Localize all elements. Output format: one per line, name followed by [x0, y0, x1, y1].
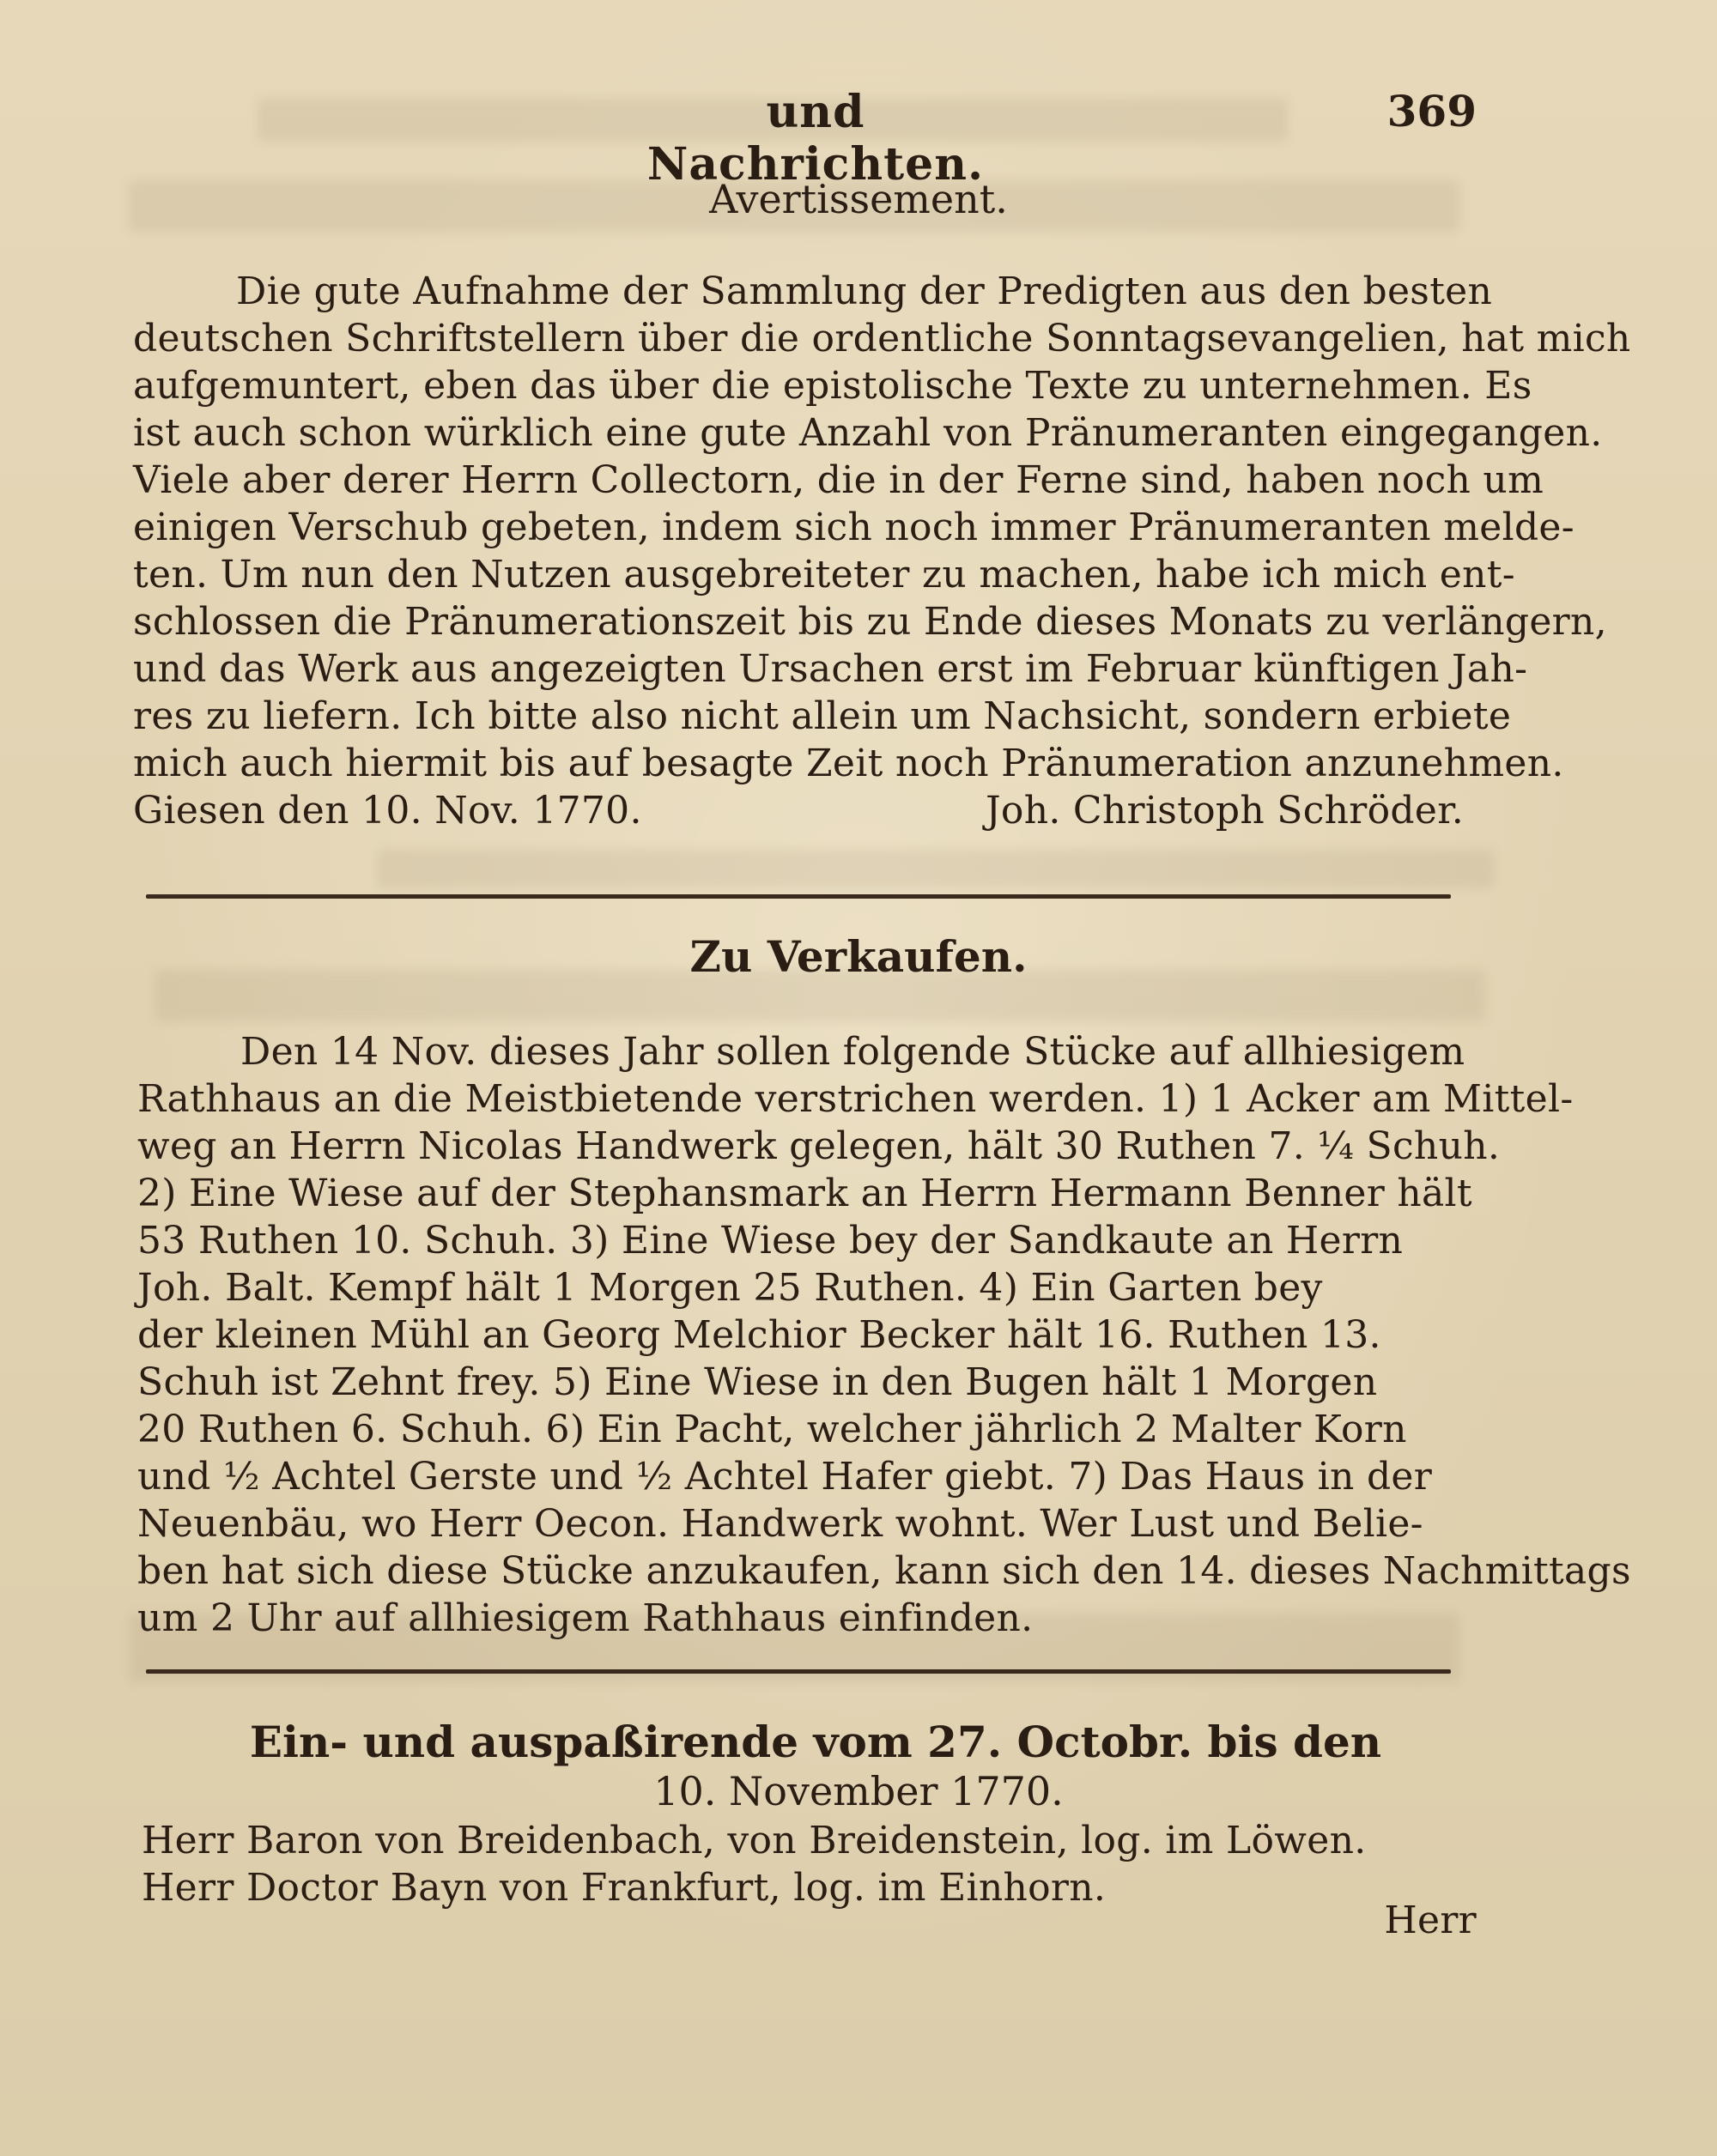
text-line: deutschen Schriftstellern über die ordentliche Sonntagsevangelien, hat mich — [133, 317, 1631, 360]
text-line: um 2 Uhr auf allhiesigem Rathhaus einfinden. — [137, 1596, 1034, 1640]
section-divider — [146, 1669, 1451, 1674]
text-line: 2) Eine Wiese auf der Stephansmark an Herrn Hermann Benner hält — [137, 1172, 1472, 1215]
zu-verkaufen-heading: Zu Verkaufen. — [689, 931, 1028, 982]
text-line: schlossen die Pränumerationszeit bis zu Ende dieses Monats zu verlängern, — [133, 600, 1607, 644]
bleed-through — [378, 850, 1494, 888]
text-line: Rathhaus an die Meistbietende verstrichen werden. 1) 1 Acker am Mittel- — [137, 1077, 1574, 1121]
text-line: weg an Herrn Nicolas Handwerk gelegen, hält 30 Ruthen 7. ¼ Schuh. — [137, 1124, 1501, 1168]
signature: Joh. Christoph Schröder. — [985, 789, 1464, 833]
text-line: Joh. Balt. Kempf hält 1 Morgen 25 Ruthen. 4) Ein Garten bey — [137, 1266, 1323, 1310]
text-line: Schuh ist Zehnt frey. 5) Eine Wiese in den Bugen hält 1 Morgen — [137, 1360, 1378, 1404]
place-date: Giesen den 10. Nov. 1770. — [133, 789, 642, 833]
text-line: Viele aber derer Herrn Collectorn, die in der Ferne sind, haben noch um — [133, 458, 1544, 502]
avertissement-text — [133, 268, 1631, 834]
running-header-title: und Nachrichten. — [646, 86, 985, 191]
text-line: ben hat sich diese Stücke anzukaufen, kann sich den 14. dieses Nachmittags — [137, 1549, 1631, 1593]
catchword: Herr — [1384, 1899, 1477, 1942]
reisende-heading: Ein- und auspaßirende vom 27. Octobr. bis den — [249, 1717, 1382, 1767]
text-line: Den 14 Nov. dieses Jahr sollen folgende Stücke auf allhiesigem — [240, 1030, 1465, 1074]
reisende-date: 10. November 1770. — [653, 1768, 1064, 1814]
text-line: 53 Ruthen 10. Schuh. 3) Eine Wiese bey der Sandkaute an Herrn — [137, 1219, 1404, 1263]
text-line: ist auch schon würklich eine gute Anzahl von Pränumeranten eingegangen. — [133, 411, 1603, 455]
avertissement-heading: Avertissement. — [709, 176, 1008, 222]
text-line: der kleinen Mühl an Georg Melchior Becker hält 16. Ruthen 13. — [137, 1313, 1381, 1357]
text-line: Die gute Aufnahme der Sammlung der Predigten aus den besten — [236, 270, 1493, 313]
guest-line: Herr Baron von Breidenbach, von Breidenstein, log. im Löwen. — [142, 1819, 1367, 1862]
text-line: einigen Verschub gebeten, indem sich noch immer Pränumeranten melde- — [133, 506, 1574, 549]
text-line: 20 Ruthen 6. Schuh. 6) Ein Pacht, welcher jährlich 2 Malter Korn — [137, 1408, 1407, 1451]
zu-verkaufen-text — [137, 1028, 1631, 1642]
section-divider — [146, 894, 1451, 899]
text-line: aufgemuntert, eben das über die epistolische Texte zu unternehmen. Es — [133, 364, 1532, 408]
text-line: res zu liefern. Ich bitte also nicht allein um Nachsicht, sondern erbiete — [133, 694, 1512, 738]
reisende-list — [142, 1817, 1472, 1911]
text-line: mich auch hiermit bis auf besagte Zeit noch Pränumeration anzunehmen. — [133, 742, 1564, 785]
text-line: ten. Um nun den Nutzen ausgebreiteter zu machen, habe ich mich ent- — [133, 553, 1515, 597]
text-line: und ½ Achtel Gerste und ½ Achtel Hafer giebt. 7) Das Haus in der — [137, 1455, 1433, 1499]
closing-line — [133, 787, 1464, 834]
page-number: 369 — [1386, 86, 1477, 136]
text-line: und das Werk aus angezeigten Ursachen erst im Februar künftigen Jah- — [133, 647, 1528, 691]
text-line: Neuenbäu, wo Herr Oecon. Handwerk wohnt. Wer Lust und Belie- — [137, 1502, 1423, 1546]
guest-line: Herr Doctor Bayn von Frankfurt, log. im Einhorn. — [142, 1866, 1107, 1910]
